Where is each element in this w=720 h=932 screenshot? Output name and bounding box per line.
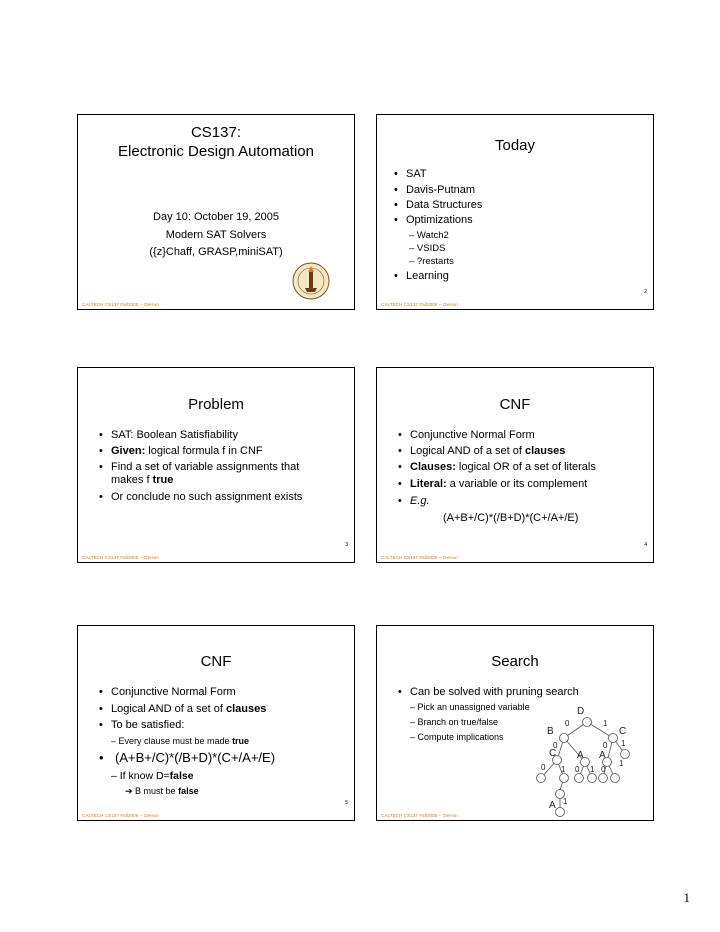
tree-node bbox=[560, 734, 569, 743]
slide-2-footer: CALTECH CS137 Fall2005 -- DeHon bbox=[381, 302, 458, 307]
bullet: • Conjunctive Normal Form bbox=[398, 429, 535, 441]
sub-bullet: – Watch2 bbox=[409, 230, 449, 241]
tree-label-D: D bbox=[577, 706, 585, 717]
edge-label: 1 bbox=[561, 765, 566, 774]
slide-5-footer: CALTECH CS137 Fall2005 -- DeHon bbox=[82, 813, 159, 818]
slide-3-number: 3 bbox=[345, 542, 348, 548]
tree-node bbox=[556, 808, 565, 817]
edge-label: 1 bbox=[563, 797, 568, 806]
slide-5 bbox=[77, 625, 355, 821]
page-number: 1 bbox=[683, 890, 690, 905]
slide-6 bbox=[376, 625, 654, 821]
slide-3-footer: CALTECH CS137 Fall2005 -- DeHon bbox=[82, 555, 159, 560]
tree-label-C2: C bbox=[549, 748, 557, 759]
search-tree-diagram bbox=[527, 704, 653, 820]
tree-node bbox=[609, 734, 618, 743]
sub-bullet: – ?restarts bbox=[409, 256, 454, 267]
tree-label-B: B bbox=[547, 726, 554, 737]
edge-label: 0 bbox=[575, 765, 580, 774]
slide-1 bbox=[77, 114, 355, 310]
slide-3 bbox=[77, 367, 355, 563]
bullet: • Literal: a variable or its complement bbox=[398, 478, 588, 490]
tree-node bbox=[588, 774, 597, 783]
edge-label: 1 bbox=[590, 765, 595, 774]
tree-node bbox=[583, 718, 592, 727]
formula: (A+B+/C)*(/B+D)*(C+/A+/E) bbox=[443, 512, 579, 524]
bullet: • Logical AND of a set of clauses bbox=[398, 445, 566, 457]
tree-label-A2: A bbox=[599, 750, 606, 761]
tree-node bbox=[560, 774, 569, 783]
formula-bullet: • (A+B+/C)*(/B+D)*(C+/A+/E) bbox=[99, 750, 276, 765]
edge-label: 1 bbox=[621, 739, 626, 748]
slide-4-title: CNF bbox=[499, 396, 531, 413]
bullet: • Find a set of variable assignments that makes f true bbox=[99, 461, 300, 486]
slide-4-number: 4 bbox=[644, 542, 647, 548]
sub-bullet: – Every clause must be made true bbox=[111, 736, 250, 746]
tree-node bbox=[621, 750, 630, 759]
slide-2-number: 2 bbox=[644, 289, 647, 295]
edge-label: 0 bbox=[553, 741, 558, 750]
slide-2-title: Today bbox=[494, 137, 536, 154]
bullet: • E.g. bbox=[398, 495, 430, 507]
edge-label: 0 bbox=[541, 763, 546, 772]
slide-5-title: CNF bbox=[200, 653, 232, 670]
bullet: • Clauses: logical OR of a set of literals bbox=[398, 461, 596, 473]
slide-6-footer: CALTECH CS137 Fall2005 -- DeHon bbox=[381, 813, 458, 818]
edge-label: 1 bbox=[619, 759, 624, 768]
sub-bullet: – If know D=false bbox=[111, 770, 194, 782]
tree-label-A1: A bbox=[577, 750, 584, 761]
title-line-1: CS137: bbox=[190, 124, 242, 141]
slide-4-footer: CALTECH CS137 Fall2005 -- DeHon bbox=[381, 555, 458, 560]
bullet: • Optimizations bbox=[394, 214, 473, 226]
slide-1-day: Day 10: October 19, 2005 bbox=[153, 211, 279, 223]
slide-1-title bbox=[78, 123, 354, 161]
sub-bullet: – Pick an unassigned variable bbox=[410, 702, 530, 712]
bullet: • Conjunctive Normal Form bbox=[99, 686, 236, 698]
bullet: • Logical AND of a set of clauses bbox=[99, 703, 267, 715]
slide-1-subtitle: Modern SAT Solvers bbox=[165, 229, 267, 241]
bullet: • Can be solved with pruning search bbox=[398, 686, 579, 698]
bullet: • Learning bbox=[394, 270, 449, 282]
bullet: • Davis-Putnam bbox=[394, 184, 476, 196]
edge-label: 1 bbox=[603, 719, 608, 728]
tree-node bbox=[575, 774, 584, 783]
bullet: • SAT: Boolean Satisfiability bbox=[99, 429, 238, 441]
tree-node bbox=[599, 774, 608, 783]
slide-1-footer: CALTECH CS137 Fall2005 -- DeHon bbox=[82, 302, 159, 307]
slide-2 bbox=[376, 114, 654, 310]
edge-label: 0 bbox=[601, 765, 606, 774]
tree-label-A3: A bbox=[549, 800, 556, 811]
sub-bullet: – Compute implications bbox=[410, 732, 504, 742]
sub-bullet: – Branch on true/false bbox=[410, 717, 499, 727]
slide-3-title: Problem bbox=[188, 396, 244, 413]
caltech-seal bbox=[291, 261, 331, 301]
slide-6-title: Search bbox=[491, 653, 539, 670]
bullet: • SAT bbox=[394, 168, 427, 180]
edge-label: 0 bbox=[603, 741, 608, 750]
sub-sub-bullet: ➔ B must be false bbox=[125, 786, 199, 796]
title-line-2: Electronic Design Automation bbox=[118, 143, 314, 160]
tree-label-C: C bbox=[619, 726, 627, 737]
tree-node bbox=[611, 774, 620, 783]
bullet: • Data Structures bbox=[394, 199, 483, 211]
bullet: • To be satisfied: bbox=[99, 719, 185, 731]
slide-4 bbox=[376, 367, 654, 563]
bullet: • Or conclude no such assignment exists bbox=[99, 491, 303, 503]
tree-node bbox=[537, 774, 546, 783]
slide-1-solvers: ({z}Chaff, GRASP,miniSAT) bbox=[149, 246, 283, 258]
bullet: • Given: logical formula f in CNF bbox=[99, 445, 263, 457]
edge-label: 0 bbox=[565, 719, 570, 728]
sub-bullet: – VSIDS bbox=[409, 243, 446, 254]
slide-5-number: 5 bbox=[345, 800, 348, 806]
